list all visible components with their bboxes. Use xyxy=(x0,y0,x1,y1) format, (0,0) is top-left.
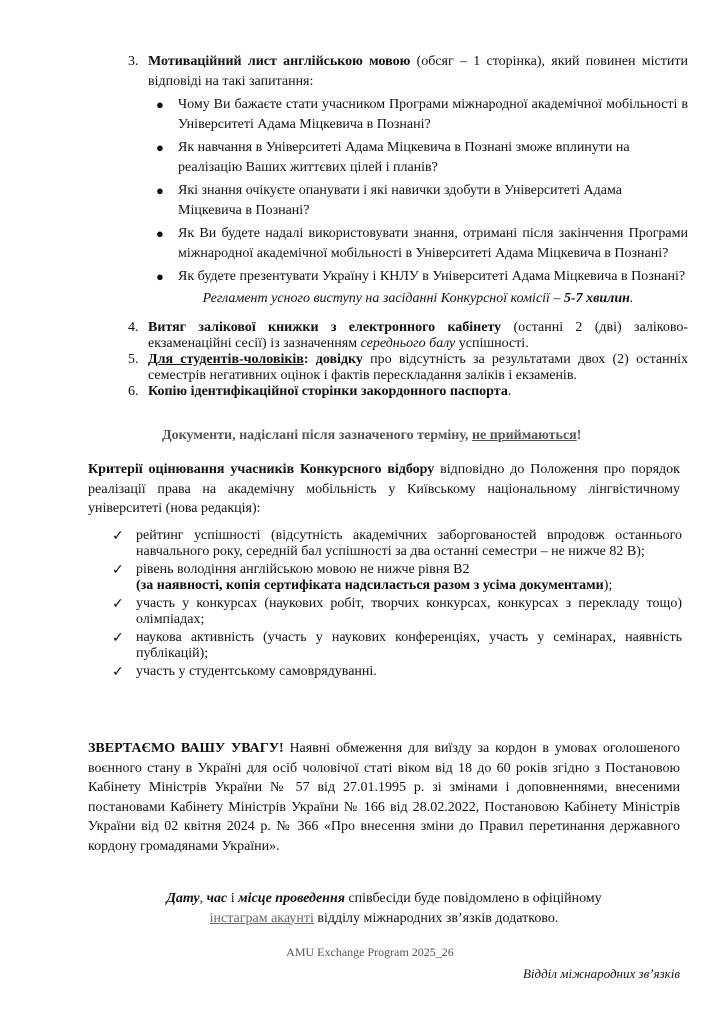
questions-list xyxy=(148,95,688,287)
bullet-icon: ● xyxy=(156,97,164,112)
criteria-intro: Критерії оцінювання учасників Конкурсного відбору відповідно до Положення про порядок реалізації права на академічну мобільність у Київському національному лінгвістичному університеті (нова редакція): xyxy=(88,462,680,516)
interview-info: Дату, час і місце проведення співбесіди буде повідомлено в офіційному інстаграм акаунті відділу міжнародних зв’язків додатково. xyxy=(166,891,602,926)
footer-department: Відділ міжнародних зв’язків xyxy=(522,966,680,981)
requirements-list xyxy=(118,52,688,400)
attention-paragraph: ЗВЕРТАЄМО ВАШУ УВАГУ! Наявні обмеження для виїзду за кордон в умовах оголошеного воєнного стану в Україні для осіб чоловічої статі віком від 18 до 60 років згідно з Постановою Кабінету Міністрів України № 57 від 27.01.1995 р. зі змінами і доповненнями, внесеними постановами Кабінету Міністрів України № 166 від 28.02.2022, Постановою Кабінету Міністрів України від 02 квітня 2024 р. № 366 «Про внесення зміни до Правил перетинання державного кордону громадянами України». xyxy=(88,741,680,854)
checkmark-icon: ✓ xyxy=(112,563,124,578)
list-item-5: 5. Для студентів-чоловіків: довідку про відсутність за результатами двох (2) останніх семестрів негативних оцінок і фактів перескладання заліків і екзаменів. xyxy=(128,352,689,383)
list-item-3: 3. Мотиваційний лист англійською мовою (обсяг – 1 сторінка), який повинен містити відповіді на такі запитання: ● Чому Ви бажаєте стати учасником Програми міжнародної академічної мобільності в Університеті Адама Міцкевича в Познані? ● Як навчання в Університеті Адама Міцкевича в Познані зможе вплинути на реалізацію Ваших життєвих цілей і планів? ● Які знання очікуєте опанувати і які навички здобути в Університеті Адама Міцкевича в Познані? ● Як Ви будете надалі використовувати знання, отримані після закінчення Програми міжнародної академічної мобільності в Університеті Адама Міцкевича в Познані? ● Як будете презентувати Україну і КНЛУ в Університеті Адама Міцкевича в Познані? Регламент усного виступу на засіданні Конкурсної комісії – 5-7 хвилин. xyxy=(118,52,688,308)
list-item: ● Як Ви будете надалі використовувати знання, отримані після закінчення Програми міжнародної академічної мобільності в Університеті Адама Міцкевича в Познані? xyxy=(156,226,688,261)
item-number: 4. xyxy=(128,320,139,335)
list-item: ✓ рейтинг успішності (відсутність академічних заборгованостей впродовж останнього навчального року, середній бал успішності за два останні семестри – не нижче 82 В); xyxy=(112,528,682,559)
footer-program-label: AMU Exchange Program 2025_26 xyxy=(286,945,454,959)
bullet-icon: ● xyxy=(156,183,164,198)
list-item-6: 6. Копію ідентифікаційної сторінки закордонного паспорта. xyxy=(128,384,512,399)
late-documents-warning: Документи, надіслані після зазначеного терміну, не приймаються! xyxy=(162,428,582,443)
list-item: ● Як навчання в Університеті Адама Міцкевича в Познані зможе вплинути на реалізацію Ваших життєвих цілей і планів? xyxy=(156,140,630,175)
list-item: ✓ участь у конкурсах (наукових робіт, творчих конкурсах, конкурсах з перекладу тощо) олімпіадах; xyxy=(112,596,682,627)
item-number: 5. xyxy=(128,352,139,367)
list-item: ✓ участь у студентському самоврядуванні. xyxy=(112,664,377,680)
item-title: Мотиваційний лист англійською мовою xyxy=(148,54,411,69)
bullet-icon: ● xyxy=(156,140,164,155)
checkmark-icon: ✓ xyxy=(112,665,124,680)
list-item-4: 4. Витяг залікової книжки з електронного кабінету (останні 2 (дві) заліково-екзаменаційні сесії) із зазначенням середнього балу успішності. xyxy=(128,320,689,351)
checkmark-icon: ✓ xyxy=(112,529,124,544)
list-item: ✓ наукова активність (участь у наукових конференціях, участь у семінарах, наявність публікацій); xyxy=(112,630,682,661)
list-item: ● Чому Ви бажаєте стати учасником Програми міжнародної академічної мобільності в Університеті Адама Міцкевича в Познані? xyxy=(156,97,688,132)
list-item: ● Які знання очікуєте опанувати і які навички здобути в Університеті Адама Міцкевича в Познані? xyxy=(156,183,622,218)
bullet-icon: ● xyxy=(156,226,164,241)
criteria-list xyxy=(112,528,682,682)
speech-regulation-note: Регламент усного виступу на засіданні Конкурсної комісії – 5-7 хвилин. xyxy=(202,290,634,306)
item-number: 6. xyxy=(128,384,139,399)
checkmark-icon: ✓ xyxy=(112,597,124,612)
list-item: ✓ рівень володіння англійською мовою не нижче рівня В2 (за наявності, копія сертифіката надсилається разом з усіма документами); xyxy=(112,562,613,593)
instagram-account-link[interactable]: інстаграм акаунті xyxy=(209,910,314,926)
list-item: ● Як будете презентувати Україну і КНЛУ в Університеті Адама Міцкевича в Познані? xyxy=(148,267,688,287)
checkmark-icon: ✓ xyxy=(112,631,124,646)
bullet-icon: ● xyxy=(156,269,164,284)
item-number: 3. xyxy=(128,54,139,69)
